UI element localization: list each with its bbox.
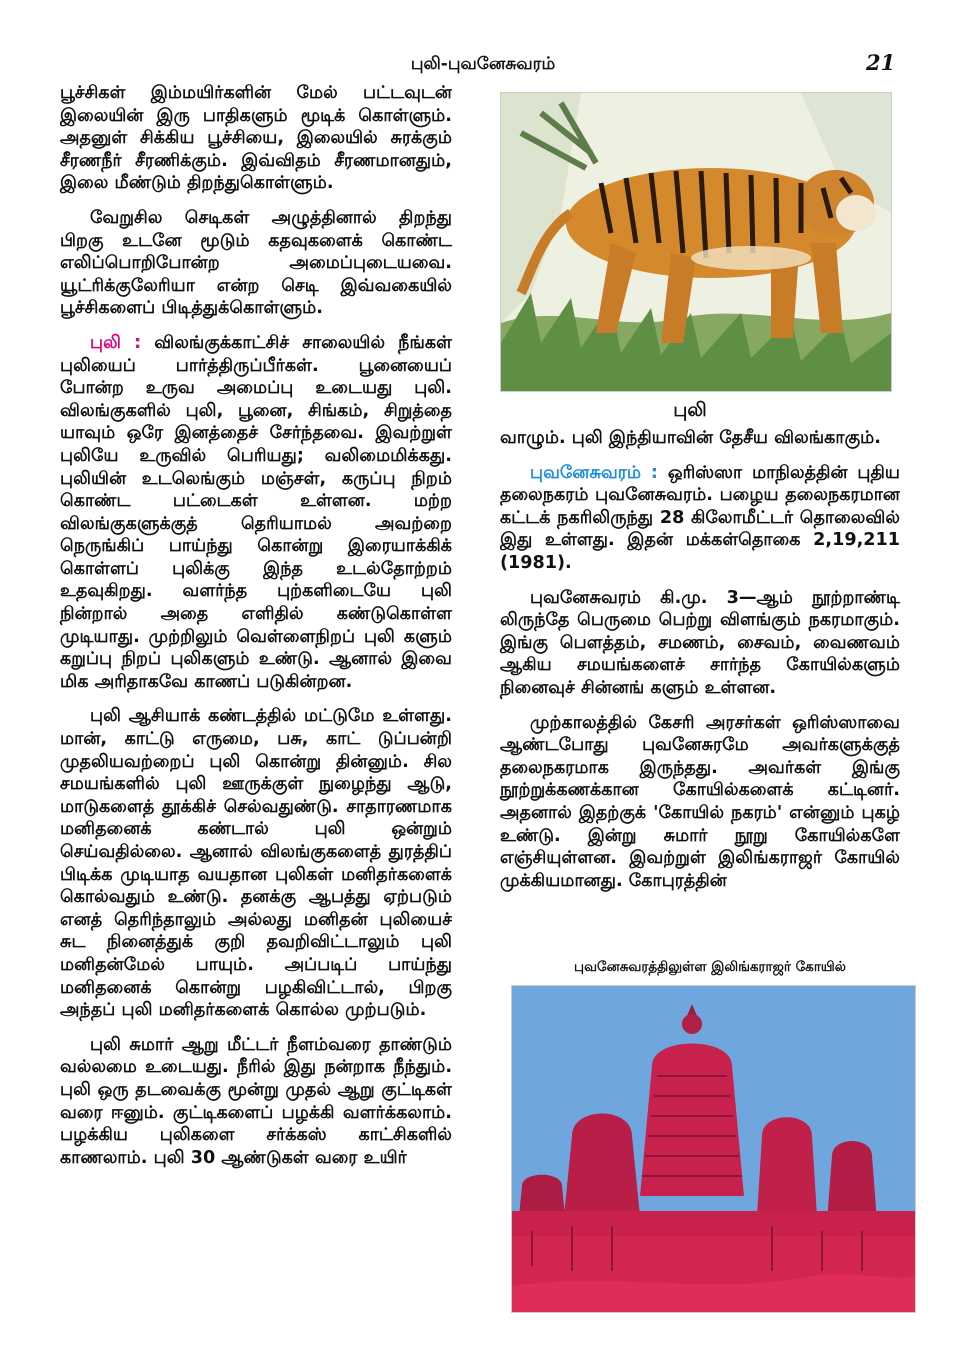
page-number: 21 [866,50,896,75]
bhubaneswar-section [500,462,900,575]
paragraph-text: ஒரிஸ்ஸா மாநிலத்தின் புதிய தலைநகரம் புவனேசுவரம். பழைய தலைநகரமான கட்டக் நகரிலிருந்து 28 கிலோமீட்டர் தொலைவில் இது உள்ளது. இதன் மக்கள்தொகை 2,19,211 (1981). [500,462,900,573]
paragraph: வேறுசில செடிகள் அழுத்தினால் திறந்து பிறகு உடனே மூடும் கதவுகளைக் கொண்ட எலிப்பொறிபோன்ற அமைப்புடையவை. யூட்ரிக்குலேரியா என்ற செடி இவ்வகையில் பூச்சிகளைப் பிடித்துக்கொள்ளும். [60,207,452,319]
tiger-illustration [500,92,892,392]
left-column [60,82,452,1181]
term-bhubaneswar: புவனேசுவரம் : [530,462,658,483]
paragraph: புலி ஆசியாக் கண்டத்தில் மட்டுமே உள்ளது. மான், காட்டு எருமை, பசு, காட் டுப்பன்றி முதலியவற்றைப் புலி கொன்று தின்னும். சில சமயங்களில் புலி ஊருக்குள் நுழைந்து ஆடு, மாடுகளைத் தூக்கிச் செல்வதுண்டு. சாதாரணமாக மனிதனைக் கண்டால் புலி ஒன்றும் செய்வதில்லை. ஆனால் விலங்குகளைத் துரத்திப் பிடிக்க முடியாத வயதான புலிகள் மனிதர்களைக் கொல்வதும் உண்டு. தனக்கு ஆபத்து ஏற்படும் எனத் தெரிந்தாலும் அல்லது மனிதன் புலியைச் சுட நினைத்துக் குறி தவறிவிட்டாலும் புலி மனிதன்மேல் பாயும். அப்படிப் பாய்ந்து மனிதனைக் கொன்று பழகிவிட்டால், பிறகு அந்தப் புலி மனிதர்களைக் கொல்ல முற்படும். [60,706,452,1021]
term-tiger: புலி : [90,332,142,353]
tiger-caption: புலி [673,399,707,421]
tiger-drawing [501,93,891,391]
temple-drawing [512,986,915,1312]
paragraph: புவனேசுவரம் கி.மு. 3—ஆம் நூற்றாண்டி லிருந்தே பெருமை பெற்று விளங்கும் நகரமாகும். இங்கு பௌத்தம், சமணம், சைவம், வைணவம் ஆகிய சமயங்களைச் சார்ந்த கோயில்களும் நினைவுச் சின்னங் களும் உள்ளன. [500,587,900,698]
paragraph-text: விலங்குக்காட்சிச் சாலையில் நீங்கள் புலியைப் பார்த்திருப்பீர்கள். பூனையைப் போன்ற உருவ அமைப்பு உடையது புலி. விலங்குகளில் புலி, பூனை, சிங்கம், சிறுத்தை யாவும் ஒரே இனத்தைச் சேர்ந்தவை. இவற்றுள் புலியே உருவில் பெரியது; வலிமைமிக்கது. புலியின் உடலெங்கும் மஞ்சள், கருப்பு நிறம் கொண்ட பட்டைகள் உள்ளன. மற்ற விலங்குகளுக்குத் தெரியாமல் அவற்றை நெருங்கிப் பாய்ந்து கொன்று இரையாக்கிக் கொள்ளப் புலிக்கு இந்த உடல்தோற்றம் உதவுகிறது. வளர்ந்த புற்களிடையே புலி நின்றால் அதை எளிதில் கண்டுகொள்ள முடியாது. முற்றிலும் வெள்ளைநிறப் புலி களும் கறுப்பு நிறப் புலிகளும் உண்டு. ஆனால் இவை மிக அரிதாகவே காணப் படுகின்றன. [60,332,452,692]
temple-caption: புவனேசுவரத்திலுள்ள இலிங்கராஜர் கோயில் [574,959,846,975]
paragraph: புலி சுமார் ஆறு மீட்டர் நீளம்வரை தாண்டும் வல்லமை உடையது. நீரில் இது நன்றாக நீந்தும். புலி ஒரு தடவைக்கு மூன்று முதல் ஆறு குட்டிகள் வரை ஈனும். குட்டிகளைப் பழக்கி வளர்க்கலாம். பழக்கிய புலிகளை சர்க்கஸ் காட்சிகளில் காணலாம். புலி 30 ஆண்டுகள் வரை உயிர் [60,1034,452,1168]
temple-illustration [511,985,916,1313]
paragraph: வாழும். புலி இந்தியாவின் தேசீய விலங்காகும். [500,428,881,448]
page-header-title: புலி-புவனேசுவரம் [410,54,556,74]
paragraph: முற்காலத்தில் கேசரி அரசர்கள் ஒரிஸ்ஸாவை ஆண்டபோது புவனேசுரமே அவர்களுக்குத் தலைநகரமாக இருந்தது. அவர்கள் இங்கு நூற்றுக்கணக்கான கோயில்களைக் கட்டினர். அதனால் இதற்குக் 'கோயில் நகரம்' என்னும் புகழ் உண்டு. இன்று சுமார் நூறு கோயில்களே எஞ்சியுள்ளன. இவற்றுள் இலிங்கராஜர் கோயில் முக்கியமானது. கோபுரத்தின் [500,712,900,891]
tiger-section [60,332,452,694]
right-column [500,427,900,904]
paragraph: பூச்சிகள் இம்மயிர்களின் மேல் பட்டவுடன் இலையின் இரு பாதிகளும் மூடிக் கொள்ளும். அதனுள் சிக்கிய பூச்சியை, இலையில் சுரக்கும் சீரணநீர் சீரணிக்கும். இவ்விதம் சீரணமானதும், இலை மீண்டும் திறந்துகொள்ளும். [60,83,452,194]
